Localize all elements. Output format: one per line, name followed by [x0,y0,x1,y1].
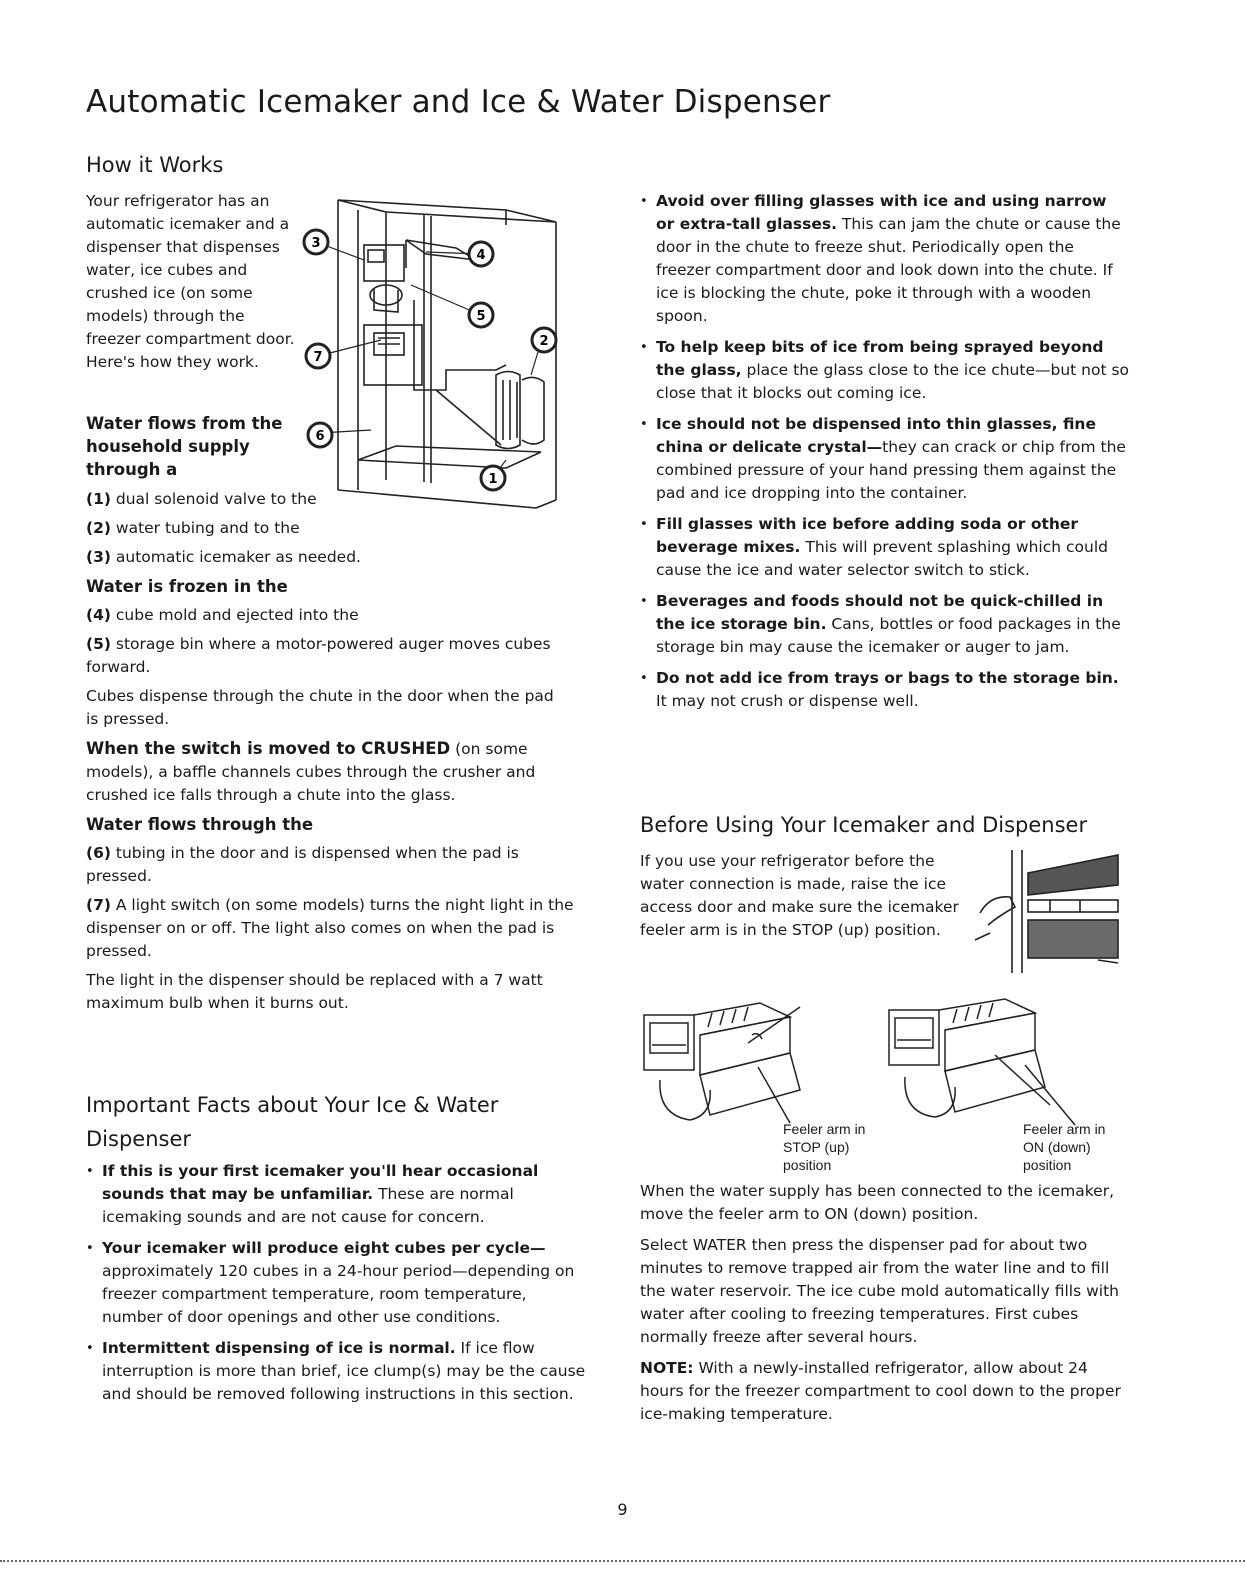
how-it-works-steps [86,488,606,1015]
water-through-heading: Water flows through the [86,815,314,834]
tip-bullet-5: • Beverages and foods should not be quick-chilled in the ice storage bin. Cans, bottles or food packages in the storage bin may cause the icemaker or auger to jam. [640,592,1121,656]
before-using-body [640,1180,1135,1426]
svg-text:2: 2 [539,334,549,349]
ice-access-door-illustration [970,845,1120,975]
frozen-heading: Water is frozen in the [86,577,288,596]
before-using-heading: Before Using Your Icemaker and Dispenser [640,813,1088,837]
select-water-text: Select WATER then press the dispenser pad for about two minutes to remove trapped air from the water line and to fill the water reservoir. The ice cube mold automatically fills with water after cooling to freezing temperatures. First cubes normally freeze after several hours. [640,1236,1119,1346]
tip-bullet-4: • Fill glasses with ice before adding soda or other beverage mixes. This will prevent splashing which could cause the ice and water selector switch to stick. [640,515,1108,579]
caption-on-line-2: ON (down) [1023,1139,1091,1155]
after-connect-text: When the water supply has been connected to the icemaker, move the feeler arm to ON (down) position. [640,1182,1115,1223]
caption-stop-line-3: position [783,1157,832,1173]
how-it-works-heading: How it Works [86,153,224,177]
before-using-intro: If you use your refrigerator before the water connection is made, raise the ice access door and make sure the icemaker feeler arm is in the STOP (up) position. [640,852,959,939]
step-7: (7) A light switch (on some models) turns the night light in the dispenser on or off. The light also comes on when the pad is pressed. [86,896,574,960]
svg-text:5: 5 [476,309,486,324]
callout-7 [306,344,330,368]
cubes-dispense-text: Cubes dispense through the chute in the door when the pad is pressed. [86,687,554,728]
callout-3 [304,230,328,254]
how-it-works-intro: Your refrigerator has an automatic icemaker and a dispenser that dispenses water, ice cubes and crushed ice (on some models) through the freezer compartment door. Here's how they work. [86,192,295,371]
step-4: (4) cube mold and ejected into the [86,606,359,624]
tip-bullet-2: • To help keep bits of ice from being sprayed beyond the glass, place the glass close to the ice chute—but not so close that it blocks out coming ice. [640,338,1130,402]
caption-stop-line-1: Feeler arm in [783,1121,866,1137]
svg-text:4: 4 [476,248,486,263]
page-title: Automatic Icemaker and Ice & Water Dispenser [86,84,831,120]
important-facts-list [86,1160,586,1414]
svg-text:3: 3 [311,236,321,251]
fact-bullet-2: • Your icemaker will produce eight cubes per cycle—approximately 120 cubes in a 24-hour period—depending on freezer compartment temperature, room temperature, number of door openings and other use conditions. [86,1239,575,1326]
callout-1 [481,466,505,490]
important-facts-heading: Important Facts about Your Ice & Water Dispenser [86,1093,499,1151]
tip-bullet-3: • Ice should not be dispensed into thin glasses, fine china or delicate crystal—they can crack or chip from the combined pressure of your hand pressing them against the pad and ice dropping into the container. [640,415,1126,502]
callout-4 [469,242,493,266]
note-text: NOTE: With a newly-installed refrigerator, allow about 24 hours for the freezer compartment to cool down to the proper ice-making temperature. [640,1359,1121,1423]
svg-text:6: 6 [315,429,325,444]
tip-bullet-6: • Do not add ice from trays or bags to the storage bin. It may not crush or dispense well. [640,669,1119,710]
icemaker-on-illustration [885,995,1095,1135]
svg-text:7: 7 [313,350,323,365]
callout-2 [532,328,556,352]
caption-on [1023,1120,1143,1174]
step-5: (5) storage bin where a motor-powered auger moves cubes forward. [86,635,551,676]
fact-bullet-1: • If this is your first icemaker you'll hear occasional sounds that may be unfamiliar. These are normal icemaking sounds and are not cause for concern. [86,1162,539,1226]
caption-on-line-1: Feeler arm in [1023,1121,1106,1137]
water-flows-heading: Water flows from the household supply through a [86,414,283,479]
icemaker-diagram [296,190,566,520]
callout-6 [308,423,332,447]
icemaker-stop-illustration [640,995,870,1135]
step-1: (1) dual solenoid valve to the [86,490,317,508]
usage-tips-list [640,190,1130,721]
step-6: (6) tubing in the door and is dispensed when the pad is pressed. [86,844,519,885]
fact-bullet-3: • Intermittent dispensing of ice is normal. If ice flow interruption is more than brief, ice clump(s) may be the cause and should be removed following instructions in this section. [86,1339,586,1403]
bottom-divider [0,1560,1245,1562]
page-number: 9 [617,1500,628,1519]
light-note: The light in the dispenser should be replaced with a 7 watt maximum bulb when it burns out. [86,971,543,1012]
crushed-text: When the switch is moved to CRUSHED (on some models), a baffle channels cubes through the crusher and crushed ice falls through a chute into the glass. [86,739,536,804]
caption-stop-line-2: STOP (up) [783,1139,850,1155]
step-2: (2) water tubing and to the [86,519,300,537]
tip-bullet-1: • Avoid over filling glasses with ice and using narrow or extra-tall glasses. This can jam the chute or cause the door in the chute to freeze shut. Periodically open the freezer compartment door and look down into the chute. If ice is blocking the chute, poke it through with a wooden spoon. [640,192,1121,325]
callout-5 [469,303,493,327]
step-3: (3) automatic icemaker as needed. [86,548,361,566]
caption-on-line-3: position [1023,1157,1072,1173]
svg-text:1: 1 [488,472,498,487]
